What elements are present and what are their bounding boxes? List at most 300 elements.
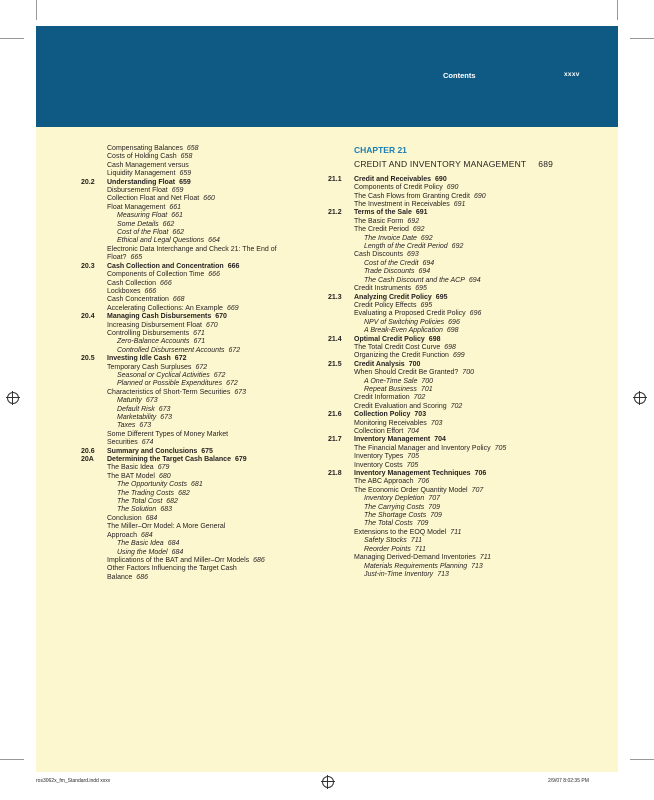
entry-page-number: 686 bbox=[253, 556, 265, 564]
toc-topic-entry bbox=[107, 557, 339, 565]
entry-page-number: 711 bbox=[450, 528, 462, 536]
entry-page-number: 692 bbox=[407, 217, 420, 225]
entry-page-number: 679 bbox=[234, 456, 247, 464]
entry-title: Components of Collection Time bbox=[107, 271, 205, 279]
entry-page-number: 666 bbox=[208, 271, 220, 279]
entry-page-number: 662 bbox=[162, 220, 175, 228]
toc-subtopic-entry bbox=[354, 495, 616, 503]
toc-subtopic-entry bbox=[107, 490, 339, 498]
toc-subtopic-entry bbox=[354, 277, 616, 285]
entry-title: The Financial Manager and Inventory Policy bbox=[354, 444, 491, 452]
entry-title: Taxes bbox=[117, 422, 136, 430]
toc-section-heading bbox=[328, 209, 616, 217]
toc-topic-entry bbox=[354, 201, 616, 209]
toc-topic-entry bbox=[107, 145, 339, 153]
toc-section-heading bbox=[328, 470, 616, 478]
toc-section-heading bbox=[81, 262, 339, 271]
entry-title: Seasonal or Cyclical Activities bbox=[117, 371, 210, 379]
entry-page-number: 672 bbox=[174, 355, 187, 363]
toc-section-heading bbox=[81, 447, 339, 456]
entry-page-number: 661 bbox=[169, 203, 182, 211]
toc-topic-entry bbox=[107, 271, 339, 279]
toc-topic-entry bbox=[354, 193, 616, 201]
section-number: 21.5 bbox=[328, 360, 342, 368]
entry-page-number: 673 bbox=[139, 422, 152, 430]
entry-title: The Opportunity Costs bbox=[117, 481, 188, 489]
entry-title: Compensating Balances bbox=[107, 145, 183, 152]
entry-title: Measuring Float bbox=[117, 212, 168, 220]
toc-topic-entry bbox=[107, 439, 339, 447]
toc-topic-entry bbox=[107, 204, 339, 212]
toc-subtopic-entry bbox=[354, 386, 616, 394]
book-page bbox=[36, 26, 618, 772]
section-number: 20.5 bbox=[81, 355, 95, 363]
entry-title: Just-in-Time Inventory bbox=[364, 570, 434, 578]
entry-page-number: 705 bbox=[406, 461, 419, 469]
entry-page-number: 698 bbox=[428, 335, 441, 343]
toc-topic-entry bbox=[354, 478, 616, 486]
entry-title: NPV of Switching Policies bbox=[364, 318, 445, 326]
toc-topic-entry bbox=[354, 403, 616, 411]
entry-title: Inventory Types bbox=[354, 453, 404, 461]
entry-title: Inventory Depletion bbox=[364, 495, 425, 503]
toc-subtopic-entry bbox=[354, 546, 616, 554]
registration-mark-left bbox=[7, 392, 19, 404]
entry-title: The Miller–Orr Model: A More General bbox=[107, 523, 226, 531]
entry-title: The ABC Approach bbox=[354, 478, 414, 486]
entry-page-number: 661 bbox=[171, 212, 183, 220]
entry-page-number: 672 bbox=[195, 363, 208, 371]
entry-page-number: 706 bbox=[417, 478, 430, 486]
entry-page-number: 703 bbox=[430, 419, 443, 427]
entry-page-number: 709 bbox=[428, 503, 440, 511]
entry-title: Some Different Types of Money Market bbox=[107, 430, 229, 438]
running-header-title: Contents bbox=[443, 71, 476, 80]
toc-topic-entry bbox=[107, 431, 339, 439]
entry-title: The Total Credit Cost Curve bbox=[354, 343, 441, 351]
entry-title: Materials Requirements Planning bbox=[364, 562, 468, 570]
toc-subtopic-entry bbox=[354, 504, 616, 512]
toc-topic-entry bbox=[107, 574, 339, 582]
entry-page-number: 673 bbox=[160, 414, 172, 421]
entry-page-number: 668 bbox=[172, 296, 185, 304]
entry-page-number: 673 bbox=[234, 388, 247, 396]
toc-topic-entry bbox=[354, 184, 616, 192]
entry-page-number: 706 bbox=[474, 470, 487, 478]
toc-topic-entry bbox=[107, 330, 339, 338]
toc-subtopic-entry bbox=[107, 540, 339, 548]
section-number: 21.3 bbox=[328, 293, 342, 301]
entry-page-number: 658 bbox=[186, 145, 199, 152]
entry-page-number: 681 bbox=[191, 481, 203, 489]
entry-title: The Invoice Date bbox=[364, 234, 417, 242]
entry-title: When Should Credit Be Granted? bbox=[354, 369, 459, 377]
entry-title: The Shortage Costs bbox=[364, 512, 427, 520]
entry-page-number: 666 bbox=[144, 287, 157, 295]
entry-title: Disbursement Float bbox=[107, 187, 168, 195]
entry-page-number: 679 bbox=[157, 464, 170, 472]
entry-title: The Economic Order Quantity Model bbox=[354, 486, 468, 494]
entry-title: The Credit Period bbox=[354, 226, 409, 234]
entry-title: Conclusion bbox=[107, 514, 142, 522]
entry-title: Credit Evaluation and Scoring bbox=[354, 402, 447, 410]
toc-topic-entry bbox=[107, 187, 339, 195]
toc-topic-entry bbox=[354, 529, 616, 537]
entry-page-number: 672 bbox=[228, 346, 241, 354]
toc-subtopic-entry bbox=[107, 406, 339, 414]
entry-page-number: 670 bbox=[215, 313, 227, 321]
entry-page-number: 694 bbox=[418, 268, 431, 276]
entry-title: Credit Policy Effects bbox=[354, 301, 417, 309]
entry-page-number: 682 bbox=[166, 498, 178, 506]
entry-title: Safety Stocks bbox=[364, 537, 407, 545]
entry-title: Credit Analysis bbox=[354, 360, 405, 368]
toc-subtopic-entry bbox=[107, 506, 339, 514]
entry-page-number: 711 bbox=[410, 537, 422, 545]
entry-title: Managing Derived-Demand Inventories bbox=[354, 554, 476, 562]
entry-page-number: 666 bbox=[227, 262, 240, 270]
entry-title: Planned or Possible Expenditures bbox=[117, 380, 223, 388]
toc-topic-entry bbox=[354, 462, 616, 470]
toc-topic-entry bbox=[354, 251, 616, 259]
entry-page-number: 691 bbox=[415, 209, 428, 217]
entry-title: Increasing Disbursement Float bbox=[107, 321, 202, 329]
entry-page-number: 692 bbox=[420, 234, 433, 242]
chapter-21-entries bbox=[328, 175, 616, 580]
toc-subtopic-entry bbox=[107, 481, 339, 489]
toc-topic-entry bbox=[107, 296, 339, 304]
entry-page-number: 684 bbox=[171, 548, 184, 556]
entry-page-number: 696 bbox=[469, 310, 482, 318]
entry-page-number: 673 bbox=[158, 405, 171, 413]
entry-title: Characteristics of Short-Term Securities bbox=[107, 388, 231, 396]
entry-title: Summary and Conclusions bbox=[107, 447, 198, 455]
entry-page-number: 713 bbox=[471, 562, 483, 570]
entry-page-number: 700 bbox=[421, 377, 434, 385]
entry-page-number: 696 bbox=[448, 318, 460, 326]
entry-page-number: 695 bbox=[420, 301, 433, 309]
section-number: 20.3 bbox=[81, 262, 95, 270]
entry-title: Cash Collection and Concentration bbox=[107, 262, 224, 270]
toc-left-column bbox=[81, 145, 339, 582]
entry-page-number: 711 bbox=[479, 554, 491, 562]
entry-page-number: 702 bbox=[450, 402, 463, 410]
toc-section-heading bbox=[328, 175, 616, 184]
entry-title: Collection Effort bbox=[354, 428, 404, 435]
entry-title: The Basic Idea bbox=[117, 540, 164, 548]
section-number: 20A bbox=[81, 456, 94, 464]
entry-title: Approach bbox=[107, 531, 137, 539]
entry-page-number: 675 bbox=[201, 447, 213, 455]
toc-topic-entry bbox=[354, 226, 616, 234]
toc-topic-entry bbox=[354, 344, 616, 352]
toc-topic-entry bbox=[354, 420, 616, 428]
entry-page-number: 705 bbox=[494, 444, 507, 452]
toc-subtopic-entry bbox=[354, 537, 616, 545]
entry-title: Default Risk bbox=[117, 405, 155, 413]
entry-title: Inventory Costs bbox=[354, 461, 403, 469]
toc-topic-entry bbox=[107, 532, 339, 540]
entry-page-number: 695 bbox=[435, 293, 448, 301]
entry-title: Inventory Management Techniques bbox=[354, 470, 471, 478]
toc-section-heading bbox=[81, 178, 339, 187]
entry-title: The Cash Flows from Granting Credit bbox=[354, 192, 470, 200]
entry-title: Cash Discounts bbox=[354, 251, 404, 259]
entry-page-number: 707 bbox=[428, 495, 441, 503]
entry-page-number: 665 bbox=[130, 254, 143, 262]
entry-page-number: 713 bbox=[437, 570, 449, 578]
entry-page-number: 662 bbox=[172, 229, 185, 237]
page-number: xxxv bbox=[564, 71, 580, 78]
entry-page-number: 704 bbox=[407, 428, 419, 435]
entry-title: The Investment in Receivables bbox=[354, 201, 450, 209]
toc-subtopic-entry bbox=[107, 414, 339, 422]
entry-title: Controlled Disbursement Accounts bbox=[117, 346, 225, 354]
entry-title: Accelerating Collections: An Example bbox=[107, 304, 223, 312]
entry-page-number: 702 bbox=[413, 394, 426, 402]
toc-topic-entry bbox=[354, 428, 616, 436]
entry-title: Maturity bbox=[117, 397, 142, 405]
entry-page-number: 691 bbox=[453, 201, 466, 209]
entry-title: Components of Credit Policy bbox=[354, 184, 443, 192]
entry-title: Float Management bbox=[107, 203, 166, 211]
toc-subtopic-entry bbox=[107, 221, 339, 229]
entry-page-number: 698 bbox=[446, 327, 459, 335]
entry-title: Organizing the Credit Function bbox=[354, 352, 449, 360]
entry-page-number: 659 bbox=[171, 187, 184, 195]
entry-title: Some Details bbox=[117, 220, 159, 228]
toc-section-heading bbox=[328, 293, 616, 302]
chapter-page: 689 bbox=[538, 159, 554, 170]
toc-subtopic-entry bbox=[354, 563, 616, 571]
entry-page-number: 705 bbox=[407, 453, 419, 461]
entry-title: Implications of the BAT and Miller–Orr Models bbox=[107, 556, 250, 564]
toc-section-heading bbox=[81, 313, 339, 321]
entry-title: Using the Model bbox=[117, 548, 168, 556]
toc-topic-entry bbox=[354, 310, 616, 318]
toc-subtopic-entry bbox=[354, 512, 616, 520]
entry-page-number: 669 bbox=[226, 304, 239, 312]
entry-title: Securities bbox=[107, 439, 138, 447]
section-number: 21.8 bbox=[328, 470, 342, 478]
entry-page-number: 698 bbox=[444, 343, 456, 351]
toc-topic-entry bbox=[107, 473, 339, 481]
entry-title: Extensions to the EOQ Model bbox=[354, 528, 447, 536]
toc-topic-entry bbox=[107, 364, 339, 372]
entry-page-number: 659 bbox=[179, 178, 191, 186]
entry-title: Electronic Data Interchange and Check 21: The End of bbox=[107, 245, 277, 253]
entry-page-number: 707 bbox=[471, 486, 484, 494]
toc-subtopic-entry bbox=[354, 520, 616, 528]
entry-page-number: 694 bbox=[468, 276, 481, 284]
toc-topic-entry bbox=[107, 565, 339, 573]
toc-topic-entry bbox=[107, 246, 339, 254]
entry-title: Understanding Float bbox=[107, 178, 176, 186]
toc-subtopic-entry bbox=[107, 347, 339, 355]
entry-title: Credit and Receivables bbox=[354, 175, 432, 183]
toc-section-heading bbox=[328, 360, 616, 369]
section-number: 21.6 bbox=[328, 411, 342, 419]
entry-title: Monitoring Receivables bbox=[354, 419, 427, 427]
entry-page-number: 700 bbox=[408, 360, 421, 368]
toc-topic-entry bbox=[107, 305, 339, 313]
toc-topic-entry bbox=[354, 487, 616, 495]
toc-subtopic-entry bbox=[354, 260, 616, 268]
entry-page-number: 699 bbox=[452, 352, 465, 360]
toc-subtopic-entry bbox=[354, 378, 616, 386]
toc-subtopic-entry bbox=[354, 235, 616, 243]
toc-subtopic-entry bbox=[107, 380, 339, 388]
toc-topic-entry bbox=[107, 515, 339, 523]
entry-title: The Total Costs bbox=[364, 520, 413, 528]
toc-section-heading bbox=[328, 436, 616, 444]
toc-subtopic-entry bbox=[354, 571, 616, 579]
section-number: 21.7 bbox=[328, 436, 342, 444]
entry-title: Float? bbox=[107, 254, 127, 262]
entry-page-number: 682 bbox=[178, 489, 190, 497]
toc-topic-entry bbox=[354, 369, 616, 377]
toc-topic-entry bbox=[354, 394, 616, 402]
toc-subtopic-entry bbox=[107, 549, 339, 557]
entry-title: Other Factors Influencing the Target Cash bbox=[107, 565, 237, 573]
section-number: 21.4 bbox=[328, 335, 342, 343]
toc-topic-entry bbox=[107, 170, 339, 178]
entry-page-number: 709 bbox=[416, 520, 429, 528]
toc-topic-entry bbox=[107, 523, 339, 531]
entry-title: Liquidity Management bbox=[107, 170, 176, 178]
entry-title: Reorder Points bbox=[364, 545, 411, 553]
entry-title: The Basic Form bbox=[354, 217, 404, 225]
toc-topic-entry bbox=[354, 445, 616, 453]
entry-title: The Cash Discount and the ACP bbox=[364, 276, 465, 284]
chapter-label: CHAPTER 21 bbox=[354, 145, 407, 155]
entry-page-number: 660 bbox=[203, 195, 215, 203]
entry-title: The Solution bbox=[117, 506, 157, 514]
toc-topic-entry bbox=[107, 322, 339, 330]
section-number: 21.2 bbox=[328, 209, 342, 217]
entry-title: Collection Policy bbox=[354, 411, 411, 419]
toc-topic-entry bbox=[107, 389, 339, 397]
toc-section-heading bbox=[328, 411, 616, 419]
toc-topic-entry bbox=[354, 352, 616, 360]
toc-topic-entry bbox=[107, 464, 339, 472]
section-number: 20.2 bbox=[81, 178, 95, 186]
entry-page-number: 671 bbox=[193, 329, 205, 337]
chapter-title-line bbox=[354, 160, 616, 168]
entry-page-number: 672 bbox=[213, 371, 226, 379]
entry-title: Collection Float and Net Float bbox=[107, 195, 200, 203]
entry-title: A Break-Even Application bbox=[364, 327, 443, 335]
entry-page-number: 701 bbox=[420, 385, 433, 393]
entry-page-number: 693 bbox=[407, 251, 419, 259]
chapter-title: CREDIT AND INVENTORY MANAGEMENT bbox=[354, 159, 527, 170]
entry-title: Balance bbox=[107, 573, 133, 581]
entry-page-number: 709 bbox=[430, 512, 442, 520]
toc-topic-entry bbox=[107, 288, 339, 296]
entry-page-number: 683 bbox=[160, 506, 172, 514]
entry-title: Marketability bbox=[117, 414, 157, 421]
entry-title: The Carrying Costs bbox=[364, 503, 425, 511]
entry-page-number: 690 bbox=[446, 184, 459, 192]
entry-page-number: 686 bbox=[136, 573, 148, 581]
toc-subtopic-entry bbox=[107, 498, 339, 506]
entry-title: A One-Time Sale bbox=[364, 377, 418, 385]
entry-title: Cash Collection bbox=[107, 279, 157, 287]
entry-title: Credit Instruments bbox=[354, 285, 412, 293]
entry-page-number: 672 bbox=[226, 380, 238, 388]
entry-page-number: 690 bbox=[473, 192, 486, 200]
entry-title: Repeat Business bbox=[364, 385, 417, 393]
toc-topic-entry bbox=[107, 254, 339, 262]
entry-title: Evaluating a Proposed Credit Policy bbox=[354, 310, 466, 318]
toc-topic-entry bbox=[107, 153, 339, 161]
entry-title: Zero-Balance Accounts bbox=[117, 338, 190, 346]
entry-page-number: 670 bbox=[205, 321, 218, 329]
entry-page-number: 659 bbox=[179, 170, 192, 178]
entry-page-number: 658 bbox=[180, 153, 193, 161]
entry-title: Trade Discounts bbox=[364, 268, 415, 276]
entry-page-number: 711 bbox=[414, 545, 426, 553]
toc-right-column bbox=[328, 145, 616, 579]
toc-topic-entry bbox=[354, 285, 616, 293]
entry-title: Length of the Credit Period bbox=[364, 243, 448, 251]
entry-title: The BAT Model bbox=[107, 472, 155, 480]
toc-subtopic-entry bbox=[107, 372, 339, 380]
entry-title: Determining the Target Cash Balance bbox=[107, 456, 231, 464]
entry-title: Costs of Holding Cash bbox=[107, 153, 177, 161]
entry-page-number: 673 bbox=[145, 397, 158, 405]
toc-topic-entry bbox=[107, 280, 339, 288]
toc-subtopic-entry bbox=[354, 268, 616, 276]
toc-subtopic-entry bbox=[107, 397, 339, 405]
toc-section-heading bbox=[328, 335, 616, 344]
entry-title: The Total Cost bbox=[117, 498, 163, 506]
entry-title: Optimal Credit Policy bbox=[354, 335, 425, 343]
entry-title: The Trading Costs bbox=[117, 489, 175, 497]
entry-title: Cash Concentration bbox=[107, 296, 169, 304]
registration-mark-right bbox=[634, 392, 646, 404]
entry-page-number: 674 bbox=[141, 439, 154, 447]
toc-subtopic-entry bbox=[354, 327, 616, 335]
toc-topic-entry bbox=[354, 302, 616, 310]
entry-page-number: 695 bbox=[415, 285, 427, 293]
toc-subtopic-entry bbox=[107, 338, 339, 346]
entry-page-number: 692 bbox=[412, 226, 425, 234]
entry-title: Cost of the Float bbox=[117, 229, 169, 237]
section-number: 21.1 bbox=[328, 175, 342, 183]
toc-topic-entry bbox=[107, 195, 339, 203]
page-header-band bbox=[36, 26, 618, 127]
entry-title: Terms of the Sale bbox=[354, 209, 412, 217]
entry-page-number: 704 bbox=[434, 436, 446, 444]
entry-page-number: 684 bbox=[140, 531, 153, 539]
entry-title: Lockboxes bbox=[107, 287, 141, 295]
entry-page-number: 664 bbox=[208, 237, 220, 245]
toc-topic-entry bbox=[354, 453, 616, 461]
entry-title: Ethical and Legal Questions bbox=[117, 237, 205, 245]
entry-title: Controlling Disbursements bbox=[107, 329, 190, 337]
entry-page-number: 666 bbox=[160, 279, 172, 287]
toc-section-heading bbox=[81, 355, 339, 363]
registration-mark-bottom bbox=[322, 776, 334, 788]
footer-timestamp: 2/9/07 8:02:35 PM bbox=[548, 778, 589, 784]
entry-page-number: 671 bbox=[193, 338, 206, 346]
toc-subtopic-entry bbox=[354, 243, 616, 251]
entry-title: Cost of the Credit bbox=[364, 259, 419, 267]
entry-title: The Basic Idea bbox=[107, 464, 154, 472]
entry-title: Investing Idle Cash bbox=[107, 355, 171, 363]
toc-subtopic-entry bbox=[107, 422, 339, 430]
